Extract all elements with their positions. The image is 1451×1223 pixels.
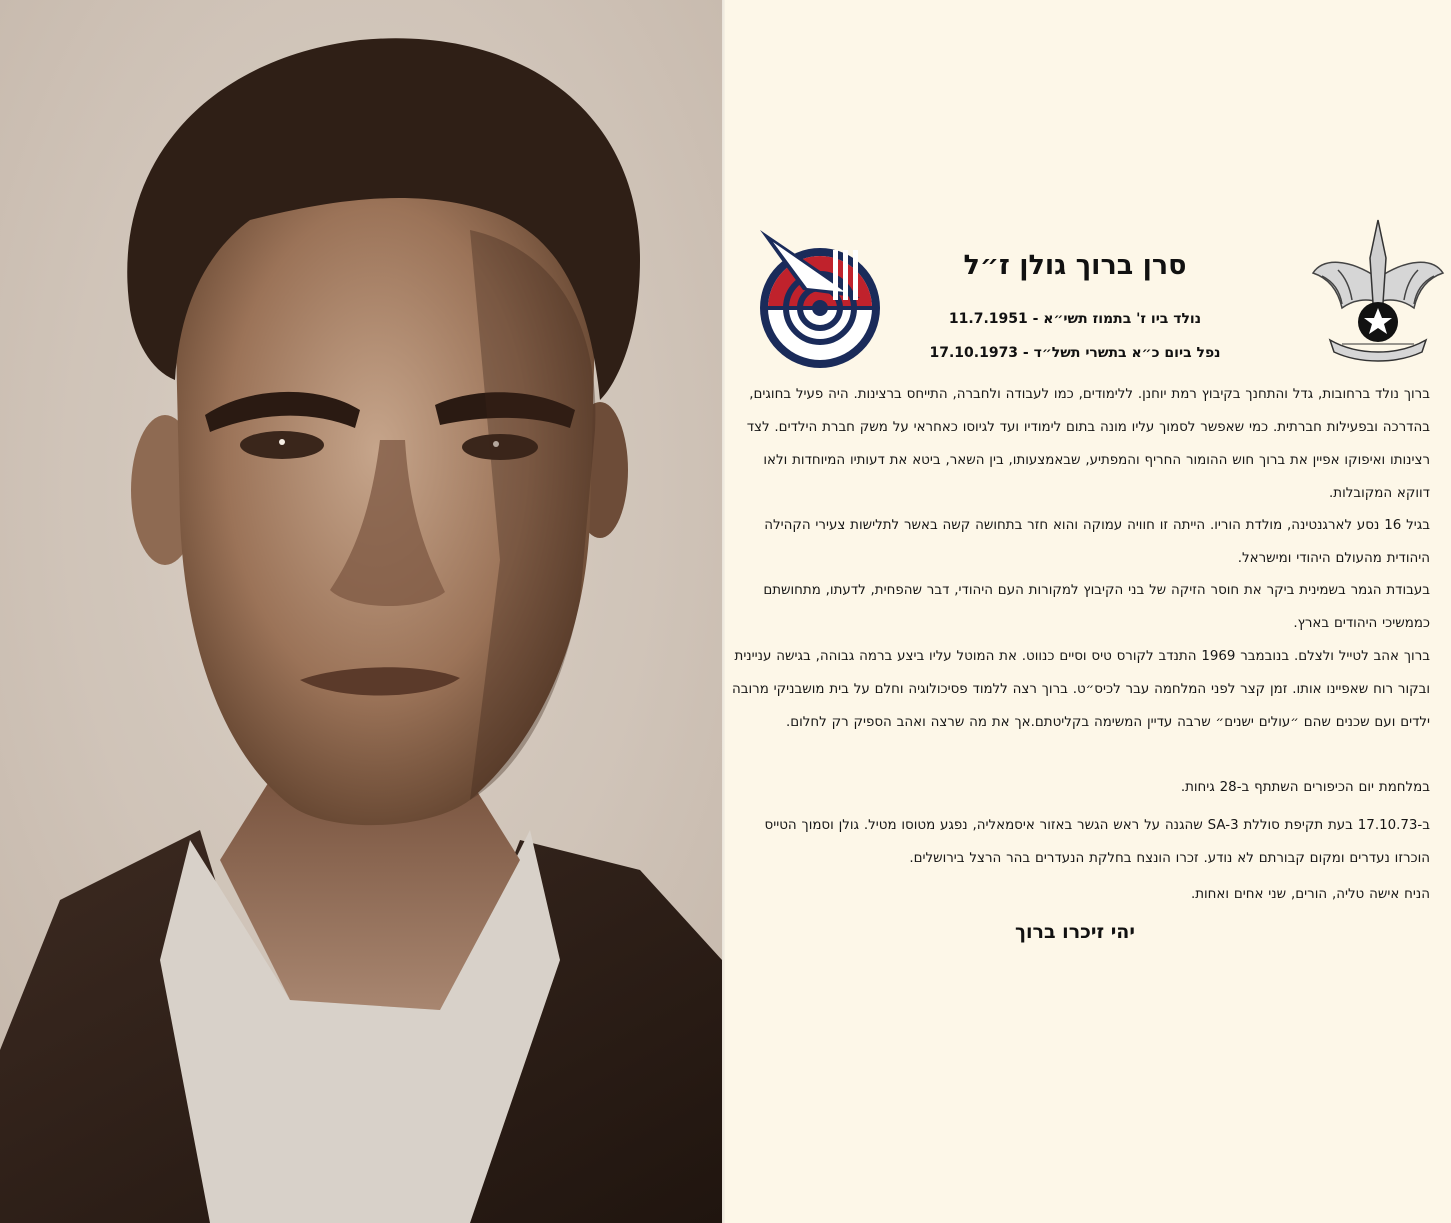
squadron-badge-icon: [755, 228, 885, 377]
memorial-text-panel: [725, 0, 1451, 1223]
closing-blessing: יהי זיכרו ברוך: [1015, 921, 1135, 943]
paragraph-5: במלחמת יום הכיפורים השתתף ב-28 גיחות.: [1180, 780, 1430, 795]
paragraph-4: ברוך אהב לטייל ולצלם. בנובמבר 1969 התנדב לקורס טיס וסיים כנווט. את המוטל עליו ביצע ברמה גבוהה, בגישה עניינית ובקור רוח שאפיינו אותו. זמן קצר לפני המלחמה עבר לכיס״ט. ברוך רצה ללמוד פסיכולוגיה וחלם על בית מושבניקי מרובה ילדים ועם שכנים שהם ״עולים ישנים״ שרבה עדיין המשימה בקליטתם.אך את מה שרצה ואהב הספיק רק לחלום.: [732, 649, 1430, 730]
paragraph-3: בעבודת הגמר בשמינית ביקר את חוסר הזיקה של בני הקיבוץ למקורות העם היהודי, דבר שהפחית, לדעתו, מתחושתם כממשיכי היהודים בארץ.: [763, 583, 1430, 631]
portrait-photo: [0, 0, 722, 1223]
birth-date-line: נולד ביו ז' בתמוז תשי״א - 11.7.1951: [948, 311, 1202, 327]
paragraph-6: ב-17.10.73 בעת תקיפת סוללת SA-3 שהגנה על ראש הגשר באזור איסמאליה, נפגע מטוסו מטיל. גולן וסמוך הטייס הוכרזו נעדרים ומקום קבורתם לא נודע. זכרו הונצח בחלקת הנעדרים בהר הרצל בירושלים.: [764, 818, 1430, 866]
page-title: סרן ברוך גולן ז״ל: [963, 250, 1187, 281]
paragraph-2: בגיל 16 נסע לארגנטינה, מולדת הוריו. הייתה זו חוויה עמוקה והוא חזר בתחושה קשה באשר לתלישות צעירי הקהילה היהודית מהעולם היהודי ומישראל.: [764, 518, 1430, 566]
death-date-line: נפל ביום כ״א בתשרי תשל״ד - 17.10.1973: [929, 345, 1221, 361]
paragraph-7: הניח אישה טליה, הורים, שני אחים ואחות.: [1190, 887, 1430, 902]
air-force-emblem-icon: [1308, 218, 1448, 372]
paragraph-1: ברוך נולד ברחובות, גדל והתחנך בקיבוץ רמת יוחנן. ללימודים, כמו לעבודה ולחברה, התייחס ברצינות. היה פעיל בחוגים, בהדרכה ובפעילות חברתית. כמי שאפשר לסמוך עליו מונה בתום לימודיו ועד לגיוסו כאחראי על משק חברת הילדים. לצד רצינותו ואיפוקו אפיין את ברוך חוש ההומור החריף והמפתיע, שבאמצעותו, בין השאר, ביטא את דעותיו המיוחדות ולאו דווקא המקובלות.: [746, 387, 1430, 501]
portrait-illustration: [0, 0, 722, 1223]
